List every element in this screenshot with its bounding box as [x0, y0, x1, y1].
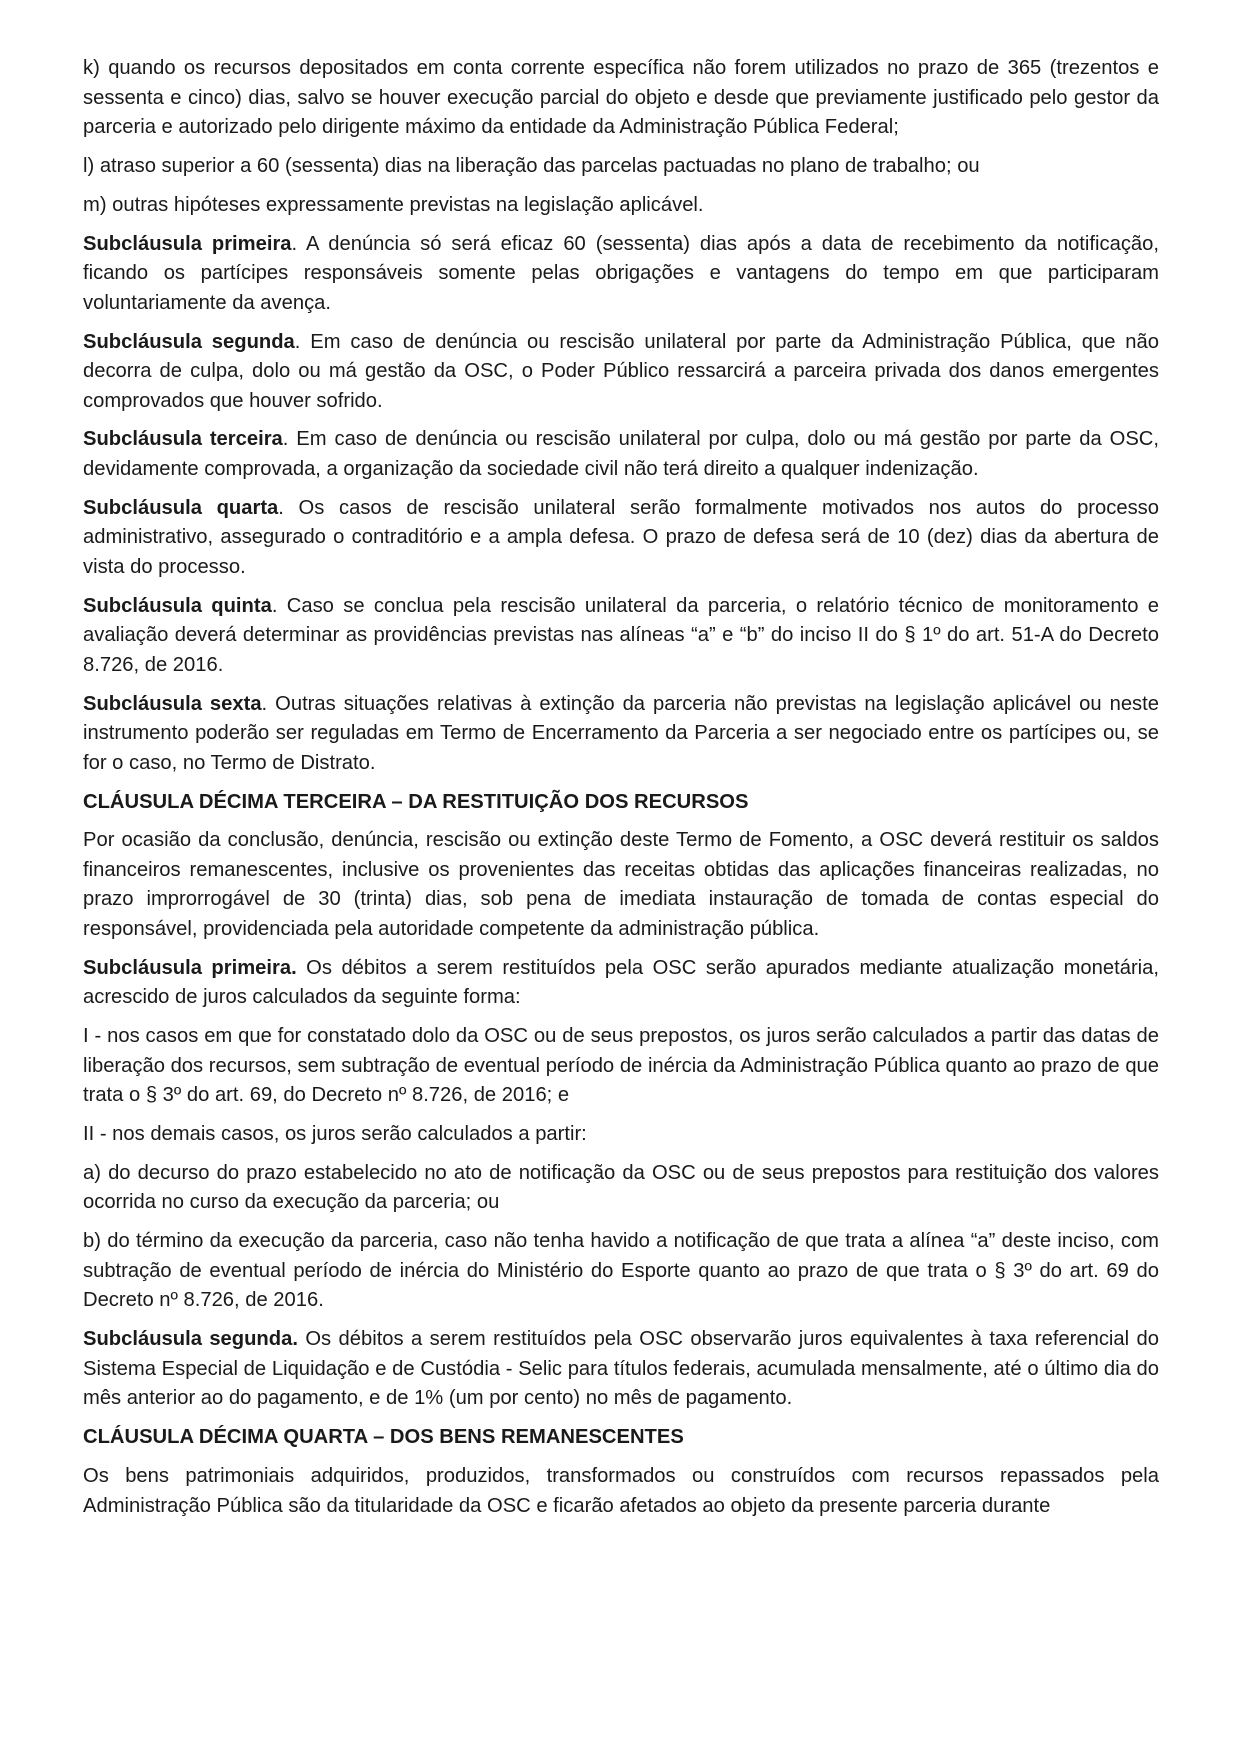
subclause-label: Subcláusula quarta	[83, 496, 279, 519]
inciso-i: I - nos casos em que for constatado dolo da OSC ou de seus prepostos, os juros serão calculados a partir das datas de liberação dos recursos, sem subtração de eventual período de inércia da Administração Pública quanto ao prazo de que trata o § 3º do art. 69, do Decreto nº 8.726, de 2016; e	[83, 1025, 1159, 1107]
bens-body: Os bens patrimoniais adquiridos, produzidos, transformados ou construídos com recursos repassados pela Administração Pública são da titularidade da OSC e ficarão afetados ao objeto da presente parceria durante	[83, 1465, 1159, 1517]
subclause-fifth-denuncia: Subcláusula quinta. Caso se conclua pela rescisão unilateral da parceria, o relatório técnico de monitoramento e avaliação deverá determinar as providências previstas nas alíneas “a” e “b” do inciso II do § 1º do art. 51-A do Decreto 8.726, de 2016.	[83, 594, 1159, 676]
subclause-second-restituicao: Subcláusula segunda. Os débitos a serem restituídos pela OSC observarão juros equivalentes à taxa referencial do Sistema Especial de Liquidação e de Custódia - Selic para títulos federais, acumulada mensalmente, até o último dia do mês anterior ao do pagamento, e de 1% (um por cento) no mês de pagamento.	[83, 1328, 1159, 1410]
clause-heading-restituicao: CLÁUSULA DÉCIMA TERCEIRA – DA RESTITUIÇÃO DOS RECURSOS	[83, 790, 749, 813]
subclause-label: Subcláusula primeira	[83, 232, 292, 255]
subclause-label: Subcláusula segunda	[83, 330, 295, 353]
subclause-label: Subcláusula segunda.	[83, 1328, 298, 1351]
alinea-b: b) do término da execução da parceria, caso não tenha havido a notificação de que trata a alínea “a” deste inciso, com subtração de eventual período de inércia do Ministério do Esporte quanto ao prazo de que trata o § 3º do art. 69 do Decreto nº 8.726, de 2016.	[83, 1230, 1159, 1312]
paragraph-item-m: m) outras hipóteses expressamente previstas na legislação aplicável.	[83, 193, 704, 216]
subclause-label: Subcláusula primeira.	[83, 956, 297, 979]
alinea-a: a) do decurso do prazo estabelecido no ato de notificação da OSC ou de seus prepostos para restituição dos valores ocorrida no curso da execução da parceria; ou	[83, 1161, 1159, 1214]
subclause-third-denuncia: Subcláusula terceira. Em caso de denúncia ou rescisão unilateral por culpa, dolo ou má gestão por parte da OSC, devidamente comprovada, a organização da sociedade civil não terá direito a qualquer indenização.	[83, 428, 1159, 480]
clause-heading-bens: CLÁUSULA DÉCIMA QUARTA – DOS BENS REMANESCENTES	[83, 1426, 684, 1449]
restituicao-body: Por ocasião da conclusão, denúncia, rescisão ou extinção deste Termo de Fomento, a OSC deverá restituir os saldos financeiros remanescentes, inclusive os provenientes das receitas obtidas das aplicações financeiras realizadas, no prazo improrrogável de 30 (trinta) dias, sob pena de imediata instauração de tomada de contas especial do responsável, providenciada pela autoridade competente da administração pública.	[83, 829, 1159, 940]
paragraph-item-k: k) quando os recursos depositados em conta corrente específica não forem utilizados no prazo de 365 (trezentos e sessenta e cinco) dias, salvo se houver execução parcial do objeto e desde que previamente justificado pelo gestor da parceria e autorizado pelo dirigente máximo da entidade da Administração Pública Federal;	[83, 57, 1159, 138]
subclause-first-denuncia: Subcláusula primeira. A denúncia só será eficaz 60 (sessenta) dias após a data de recebimento da notificação, ficando os partícipes responsáveis somente pelas obrigações e vantagens do tempo em que participaram voluntariamente da avença.	[83, 232, 1159, 314]
document-page	[83, 54, 1159, 1530]
subclause-sixth-denuncia: Subcláusula sexta. Outras situações relativas à extinção da parceria não previstas na legislação aplicável ou neste instrumento poderão ser reguladas em Termo de Encerramento da Parceria a ser negociado entre os partícipes ou, se for o caso, no Termo de Distrato.	[83, 692, 1159, 774]
inciso-ii: II - nos demais casos, os juros serão calculados a partir:	[83, 1123, 587, 1146]
subclause-first-restituicao: Subcláusula primeira. Os débitos a serem restituídos pela OSC serão apurados mediante atualização monetária, acrescido de juros calculados da seguinte forma:	[83, 956, 1159, 1009]
subclause-fourth-denuncia: Subcláusula quarta. Os casos de rescisão unilateral serão formalmente motivados nos autos do processo administrativo, assegurado o contraditório e a ampla defesa. O prazo de defesa será de 10 (dez) dias da abertura de vista do processo.	[83, 496, 1159, 578]
subclause-label: Subcláusula sexta	[83, 692, 262, 715]
subclause-label: Subcláusula quinta	[83, 594, 272, 617]
subclause-second-denuncia: Subcláusula segunda. Em caso de denúncia ou rescisão unilateral por parte da Administração Pública, que não decorra de culpa, dolo ou má gestão da OSC, o Poder Público ressarcirá a parceira privada dos danos emergentes comprovados que houver sofrido.	[83, 330, 1159, 412]
subclause-label: Subcláusula terceira	[83, 428, 283, 451]
paragraph-item-l: l) atraso superior a 60 (sessenta) dias na liberação das parcelas pactuadas no plano de trabalho; ou	[83, 154, 980, 177]
